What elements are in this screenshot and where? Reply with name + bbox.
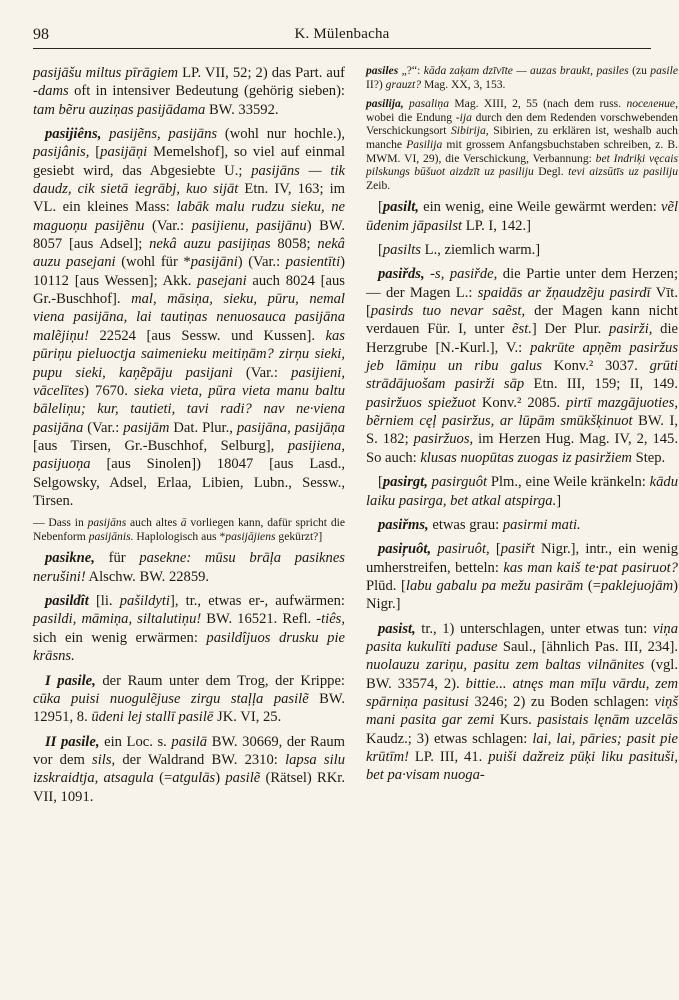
entry-headword: pasiřds, (378, 266, 425, 283)
entry-example: lai, lai, pāries; pasit pie krūtīm! (366, 730, 678, 765)
entry-example: pasijāšu miltus pīrāgiem (33, 65, 179, 81)
entry-example: pasijājiens (225, 529, 276, 543)
entry-text: der Raum unter dem Trog, der Krippe: (95, 672, 345, 689)
entry-text: LP. III, 41. (408, 748, 489, 765)
dictionary-entry (33, 592, 345, 665)
entry-example: pasirds tuo nevar saẽst, (370, 303, 526, 320)
dictionary-entry (366, 64, 678, 91)
dictionary-entry (366, 620, 678, 785)
entry-text: auch 8024 [aus Gr.-Buschhof]. (33, 272, 345, 308)
entry-example: spaidās ar žņaudzẽju pasirdī (477, 284, 651, 301)
entry-text: ein Loc. s. (99, 733, 172, 750)
entry-text: (= (583, 577, 601, 594)
entry-example: pasirmi mati. (502, 516, 581, 533)
entry-example: sils, (92, 751, 116, 768)
entry-example: pakrūte apņẽm pasiržus jeb lāmiņu un ribu galus (366, 339, 678, 375)
entry-text: Dat. Plur., (169, 419, 237, 436)
entry-example: tam bẽru auziņas pasijādama (33, 101, 206, 118)
entry-text: gekürzt?] (275, 529, 323, 543)
entry-example: ūdeni lej stallī pasilē (91, 709, 214, 726)
entry-text: [aus Sinolen]) 18047 [aus Lasd., Selgowsky, Adsel, Erlaa, Libien, Lubn., Sessw., Tirsen. (33, 456, 345, 509)
page-number: 98 (33, 26, 49, 43)
entry-text: (vgl. BW. 33574, 2). (366, 657, 678, 692)
entry-example: kāda zaķam dzīvīte — auzas braukt, pasiles (423, 64, 629, 77)
entry-text: der Waldrand BW. 2310: (115, 751, 286, 768)
entry-headword: pasijiêns, (45, 126, 102, 143)
entry-example: -tiês, (316, 611, 345, 628)
entry-headword: pasiŗuôt, (378, 541, 432, 558)
entry-example: pasistais lęnām uzcelās (537, 712, 678, 729)
entry-example: pasijām (123, 419, 170, 436)
entry-text: Nigr.], intr., ein wenig umherstreifen, betteln: (366, 541, 678, 576)
entry-text: Vīt. [ (366, 284, 678, 320)
entry-example: pasijiena, pasijuoņa (33, 437, 345, 473)
entry-text: (wohl nur hochle.), (217, 126, 345, 143)
entry-text: [aus Tirsen, Gr.-Buschhof, Selburg], (33, 437, 288, 454)
dictionary-entry (366, 516, 678, 534)
entry-text: im Herzen Hug. Mag. IV, 2, 145. So auch: (366, 431, 678, 466)
dictionary-entry (33, 549, 345, 586)
entry-example: mal, māsiņa, sieku, pūru, nemal viena pasijāna, lai tautiņas nenuosauca pasijāna malẽjiņu! (33, 291, 345, 344)
entry-text: für (94, 550, 140, 567)
entry-example: labu gabalu pa mežu pasirām (405, 577, 584, 594)
entry-example: pašildyti (119, 593, 170, 610)
dictionary-entry (33, 516, 345, 543)
entry-text: (Rätsel) RKr. VII, 1091. (33, 770, 345, 805)
entry-example: pasekne: mūsu brāļa pasiknes nerušini! (33, 550, 345, 585)
entry-text: sich ein wenig erwärmen: (33, 629, 207, 646)
entry-text: ], tr., etwas er-, aufwärmen: (170, 593, 345, 610)
entry-headword: pasirgt, (382, 474, 428, 491)
entry-example: pasirži, (609, 321, 653, 338)
dictionary-entry (366, 241, 678, 259)
entry-example: Pasilija (406, 137, 443, 151)
entry-example: nuolauzu zariņu, pasitu zem baltas vilnānites (366, 657, 645, 674)
entry-text: Etn. III, 159; II, 149. (524, 376, 678, 393)
dictionary-entry (33, 125, 345, 510)
entry-example: pasijāns — tik daudz, cik sietā iegrābj, kuo sijāt (33, 162, 345, 198)
entry-text: 8058; (270, 236, 318, 253)
page-header (33, 24, 651, 49)
entry-example: pasiruôt, (437, 541, 490, 558)
entry-text: (wohl für * (115, 254, 191, 271)
entry-text: ] (556, 492, 562, 509)
entry-text: Plm., eine Weile kränkeln: (487, 474, 650, 491)
entry-text (101, 126, 109, 142)
entry-example: tevi aizsūtīs uz pasiliju (568, 165, 678, 179)
entry-example: kas pūriņu pieluoctja saimenieku meitiņām? zirņu sieki, pupu sieki, kaņẽpāju pasijani (33, 327, 345, 381)
entry-example: Sibirija, (451, 124, 489, 138)
entry-text: [ (378, 242, 383, 259)
entry-text: [ (378, 474, 383, 491)
entry-headword: pasiles (366, 64, 399, 77)
entry-text: die Herzgrube [N.-Kurl.], V.: (366, 321, 679, 356)
entry-example: pasildi, māmiņa, siltalutiņu! (33, 611, 202, 628)
left-column (33, 64, 345, 812)
entry-text: Sibirien, zu erklären ist, weshalb auch manche (366, 124, 678, 151)
running-head: K. Mülenbacha (294, 26, 390, 42)
entry-example: pasiřt (500, 541, 535, 558)
entry-example: bittie... atnęs man mīļu vārdu, zem spārniņa pasitusi (366, 675, 678, 710)
dictionary-entry (366, 540, 678, 613)
entry-example: vẽl ūdenim jāpasilst (366, 199, 678, 234)
dictionary-entry (366, 473, 678, 510)
entry-text: mit grossem Anfangsbuchstaben schreiben, z. B. MWM. VI, 29), die Verschickung, Verbannung: (366, 137, 678, 165)
entry-text: [ (89, 144, 101, 161)
entry-example: viņš mani pasita gar zemi (366, 693, 678, 729)
entry-text: vorliegen kann, dafür spricht die Nebenform (33, 516, 345, 543)
entry-text: Degl. (533, 165, 569, 179)
entry-text: — Dass in (33, 516, 88, 530)
entry-text: BW. 16521. Refl. (201, 611, 317, 628)
entry-text: tr., 1) unterschlagen, unter etwas tun: (415, 620, 653, 637)
entry-text: BW. 12951, 8. (33, 690, 345, 726)
entry-headword: pasikne, (45, 550, 95, 567)
entry-example: atgulās (172, 770, 216, 787)
entry-example: pasijāņi (100, 144, 148, 161)
entry-example: pasijāna, pasijāņa (236, 419, 346, 436)
entry-text: Kurs. (494, 712, 538, 729)
entry-text: (= (153, 770, 173, 787)
entry-text: Konv.² 2085. (475, 394, 567, 411)
entry-example: pasijânis, (33, 144, 90, 161)
entry-example: pasirguôt (431, 474, 488, 491)
entry-text: BW. 30669, der Raum vor dem (33, 733, 345, 768)
entry-text: Konv.² 3037. (541, 358, 650, 375)
entry-text: ) Nigr.] (366, 577, 678, 613)
entry-text: (zu (628, 64, 651, 77)
entry-text: Zeib. (366, 178, 391, 192)
entry-text: wobei die Endung (366, 110, 456, 124)
entry-example: pasilts (382, 242, 421, 259)
entry-example: cūka puisi nuogulẽjuse zirgu staļļa pasilẽ (33, 690, 309, 707)
entry-text: oft in intensiver Bedeutung (gehörig sieben): (68, 83, 345, 100)
entry-example: grauzt? (385, 77, 422, 91)
dictionary-entry (33, 733, 345, 806)
entry-text: ) 10112 [aus Wessen]; Akk. (33, 254, 345, 289)
entry-example: pasilā (171, 733, 208, 750)
entry-example: nekâ auzu pasejani (33, 236, 345, 271)
entry-text: Step. (631, 449, 666, 466)
entry-example: pasejani (197, 272, 247, 289)
entry-example: pasijienu, pasijānu (191, 217, 307, 234)
entry-example: puiši dažreiz pūķi liku pasituši, bet pa·visam nuoga- (366, 748, 679, 784)
entry-text: Memelshof], so viel auf einmal gesiebt wird, das Abgesiebte U.; (33, 144, 345, 179)
entry-text: LP. I, 142.] (462, 217, 531, 234)
entry-headword: pasildît (45, 593, 89, 610)
entry-text: etwas grau: (428, 516, 503, 533)
entry-example: pasijāns (87, 516, 127, 530)
entry-example: pasildîjuos drusku pie krāsns. (33, 629, 345, 665)
entry-text: Saul., [ähnlich Pas. III, 234]. (497, 638, 678, 655)
entry-text: JK. VI, 25. (213, 709, 282, 726)
entry-headword: II pasile, (45, 733, 100, 750)
entry-text: BW. 33592. (205, 101, 279, 118)
entry-text: ) (215, 770, 226, 787)
entry-example: -ija (455, 110, 472, 124)
dictionary-entry (366, 265, 678, 467)
entry-text: ) (Var.: (237, 254, 286, 271)
dictionary-entry (33, 672, 345, 727)
entry-text: Etn. IV, 163; im VL. ein kleines Mass: (33, 181, 345, 216)
entry-example: pasilẽ (225, 770, 261, 787)
entry-example: -dams (33, 83, 69, 100)
entry-example: pasiržuos spiežuot (366, 394, 476, 411)
entry-text: [ (378, 199, 383, 216)
entry-example: pasaliņa (409, 97, 449, 111)
entry-example: bet Indriķi vęcais pilskungs būšuot aizdzīt uz pasiliju (366, 151, 678, 179)
dictionary-entry (366, 198, 678, 235)
entry-text: Haplologisch aus * (133, 529, 226, 543)
entry-text: (Var.: (144, 217, 192, 234)
entry-text: 22524 [aus Sessw. und Kussen]. (88, 327, 326, 344)
entry-example: pasijẽns, pasijāns (109, 126, 218, 143)
entry-headword: pasilija, (366, 97, 404, 111)
entry-headword: pasiřms, (378, 516, 429, 533)
entry-example: sieka vieta, pūra vieta manu baltu bāleliņu; kur, tautieti, tavi radi? nav ne·viena pasijāna (33, 382, 345, 436)
entry-text: (Var.: (232, 364, 292, 381)
entry-example: pasientīti (285, 254, 341, 271)
entry-example: nekâ auzu pasijiņas (149, 236, 271, 253)
entry-text: Mag. XX, 3, 153. (421, 77, 506, 91)
entry-text: Mag. XIII, 2, 55 (nach dem russ. (449, 97, 627, 111)
entry-text: Plūd. [ (366, 577, 406, 594)
entry-example: поселение, (626, 97, 678, 111)
entry-text: LP. VII, 52; 2) das Part. auf (178, 65, 345, 81)
entry-example: ẽst. (512, 321, 532, 338)
entry-text: der Magen kann nicht verdauen Für. I, unter (366, 303, 678, 338)
entry-text: [ (489, 541, 501, 558)
entry-example: pasiržuos, (413, 431, 474, 448)
entry-text: auch altes (126, 516, 181, 530)
entry-text: ein wenig, eine Weile gewärmt werden: (418, 199, 661, 216)
entry-text: durch den dem Redenden vorschwebenden Verschickungsort (366, 110, 678, 138)
entry-example: ā (180, 516, 187, 530)
dictionary-entry (33, 64, 345, 119)
entry-example: kādu laiku pasirga, bet atkal atspirga. (366, 474, 678, 509)
entry-text: „?“: (398, 64, 424, 77)
entry-example: kas man kaiš te·pat pasiruot? (503, 559, 678, 576)
entry-text: [li. (88, 593, 120, 610)
entry-headword: I pasile, (45, 672, 96, 689)
entry-text: BW. I, S. 182; (366, 413, 679, 448)
entry-text: (Var.: (83, 419, 124, 436)
entry-example: -s, pasiřde, (430, 266, 498, 283)
entry-example: paklejuojām (600, 577, 674, 594)
entry-text: Alschw. BW. 22859. (85, 568, 210, 585)
entry-text: ] Der Plur. (531, 321, 610, 338)
entry-text: L., ziemlich warm.] (421, 242, 541, 259)
entry-example: pirtī mazgājuoties, bẽrniem cęļ pasiržus, ar lūpām smūkšķinuot (366, 394, 678, 430)
entry-example: pasijānis. (88, 529, 134, 543)
entry-text: II?) (366, 77, 386, 91)
entry-example: labāk malu rudzu sieku, ne maguoņu pasijẽnu (33, 199, 345, 234)
entry-text: Kaudz.; 3) etwas schlagen: (366, 730, 533, 747)
entry-text: die Partie unter dem Herzen; — der Magen L.: (366, 266, 678, 301)
entry-text: ) 7670. (84, 382, 135, 399)
entry-text: ) BW. 8057 [aus Adsel]; (33, 217, 345, 253)
entry-text: 3246; 2) zu Boden schlagen: (468, 693, 655, 710)
entry-example: klusas nuopūtas zuogas iz pasiržiem (420, 449, 632, 466)
entry-example: pasile (650, 64, 678, 77)
dictionary-entry (366, 97, 678, 192)
entry-example: pasijieni, vācelītes (33, 364, 345, 399)
right-column (366, 64, 678, 791)
entry-headword: pasilt, (382, 199, 419, 216)
entry-example: lapsa silu izskraidtja, atsagula (33, 751, 345, 787)
entry-example: viņa pasita kukulīti paduse (366, 620, 678, 655)
entry-example: pasijāni (190, 254, 238, 271)
entry-example: grūti strādājuošam pasirži sāp (366, 358, 678, 393)
entry-headword: pasist, (378, 620, 416, 637)
